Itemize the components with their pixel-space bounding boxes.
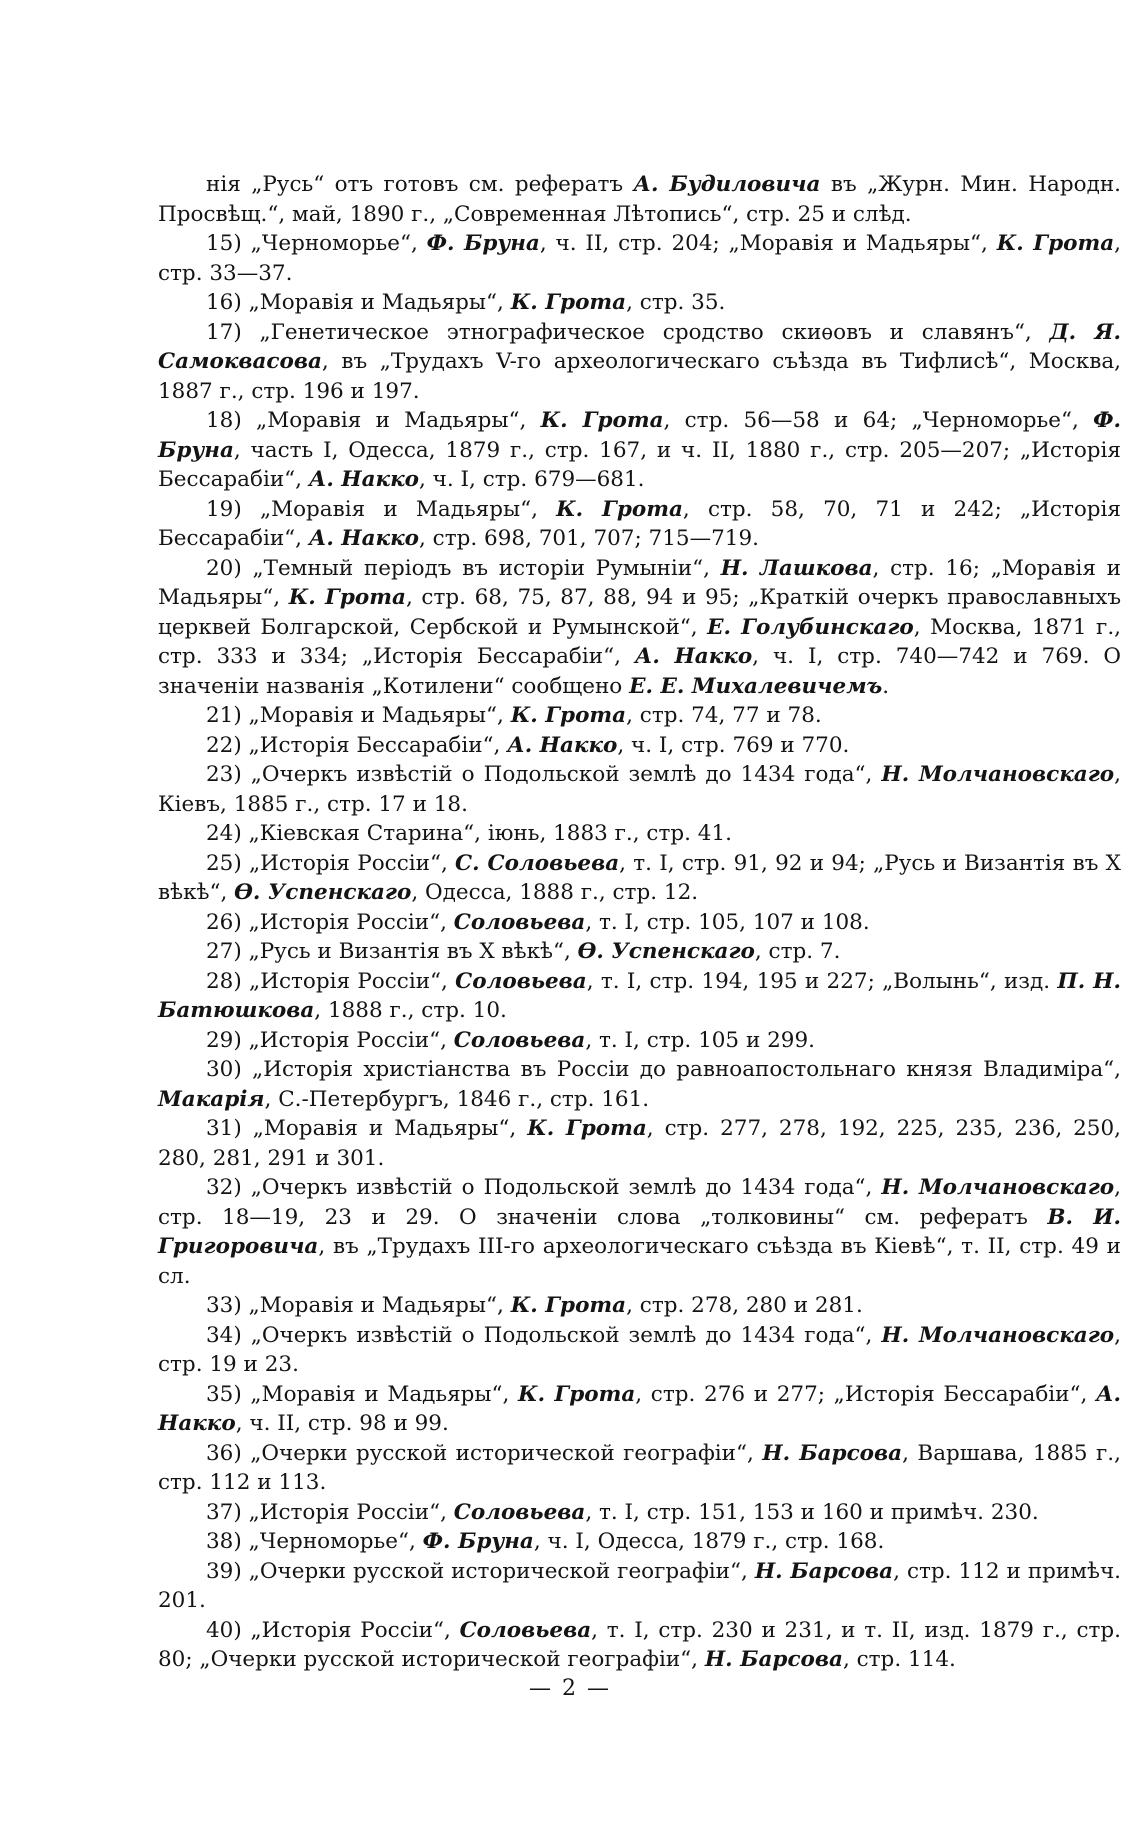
author-name: К. Грота (527, 1116, 647, 1141)
footnote-40 (158, 1616, 1121, 1675)
footnote-22 (158, 731, 1121, 761)
footnote-text: , т. I, стр. 105, 107 и 108. (585, 909, 870, 935)
footnote-text: , т. I, стр. 230 и 231, и т. II, изд. 1879 г., стр. 80; „Очерки русской исторической географіи“, (158, 1617, 1121, 1672)
footnote-text: , стр. 58, 70, 71 и 242; „Исторія Бессарабіи“, (158, 496, 1121, 551)
footnote-17 (158, 318, 1121, 407)
footnote-text: , стр. 74, 77 и 78. (626, 703, 822, 728)
footnote-text: , ч. II, стр. 204; „Моравія и Мадьяры“, (539, 231, 997, 256)
footnote-25 (158, 849, 1121, 908)
footnote-text: , стр. 35. (626, 290, 726, 315)
footnote-text: , т. I, стр. 151, 153 и 160 и примѣч. 230. (585, 1499, 1039, 1525)
footnote-text: , стр. 16; „Моравія и Мадьяры“, (158, 555, 1122, 610)
author-name: Н. Барсова (762, 1440, 903, 1466)
author-name: Н. Молчановскаго (881, 762, 1115, 787)
page-number: — 2 — (529, 1676, 611, 1701)
footnote-text: 35) „Моравія и Мадьяры“, (206, 1381, 519, 1407)
footnote-text: , стр. 7. (754, 939, 841, 964)
footnote-text: , въ „Трудахъ III-го археологическаго съѣзда въ Кіевѣ“, т. II, стр. 49 и сл. (158, 1234, 1121, 1289)
footnote-text: , стр. 698, 701, 707; 715—719. (419, 526, 759, 551)
author-name: Ф. Бруна (158, 408, 1121, 463)
footnote-text: 39) „Очерки русской исторической географіи“, (206, 1558, 755, 1584)
footnote-text: 38) „Черноморье“, (206, 1529, 423, 1554)
footnote-text: 37) „Исторія Россіи“, (206, 1499, 454, 1525)
footnote-text: , ч. I, стр. 740—742 и 769. О значеніи названія „Котилени“ сообщено (158, 644, 1122, 699)
footnote-text: , т. I, стр. 105 и 299. (585, 1027, 815, 1053)
footnote-text: 26) „Исторія Россіи“, (206, 909, 454, 935)
author-name: Е. Е. Михалевичемъ (629, 673, 883, 699)
footnote-text: , т. I, стр. 194, 195 и 227; „Волынь“, изд. (586, 968, 1058, 994)
footnote-text: 19) „Моравія и Мадьяры“, (206, 496, 557, 522)
author-name: А. Накко (308, 467, 419, 492)
footnote-text: . (882, 673, 890, 699)
footnote-24 (158, 819, 1121, 849)
footnote-text: 31) „Моравія и Мадьяры“, (206, 1116, 528, 1141)
footnote-39 (158, 1557, 1121, 1616)
footnote-28 (158, 967, 1121, 1026)
footnote-text: , въ „Трудахъ V-го археологическаго съѣзда въ Тифлисѣ“, Москва, 1887 г., стр. 196 и 197. (158, 349, 1121, 404)
footnote-text: 36) „Очерки русской исторической географіи“, (206, 1440, 763, 1466)
author-name: Соловьева (455, 968, 587, 994)
footnote-31 (158, 1114, 1121, 1173)
footnote-37 (158, 1498, 1121, 1528)
author-name: Н. Молчановскаго (881, 1175, 1115, 1200)
footnote-29 (158, 1026, 1121, 1056)
footnote-text: 32) „Очеркъ извѣстій о Подольской землѣ до 1434 года“, (206, 1175, 882, 1200)
footnote-15 (158, 229, 1121, 288)
author-name: К. Грота (556, 496, 683, 522)
footnote-text: 17) „Генетическое этнографическое сродство скиѳовъ и славянъ“, (206, 319, 1050, 345)
footnote-text: , Одесса, 1888 г., стр. 12. (411, 880, 699, 905)
author-name: Ф. Бруна (422, 1529, 534, 1554)
footnote-text: 33) „Моравія и Мадьяры“, (206, 1293, 511, 1318)
author-name: К. Грота (288, 585, 406, 610)
footnote-text: , стр. 68, 75, 87, 88, 94 и 95; „Краткій очеркъ православныхъ церквей Болгарской, Сербской и Румынской“, (158, 585, 1122, 640)
footnotes-block (158, 170, 1121, 1675)
footnote-35 (158, 1380, 1121, 1439)
footnote-text: , стр. 276 и 277; „Исторія Бессарабіи“, (635, 1381, 1096, 1407)
footnote-continuation (158, 170, 1121, 229)
footnote-21 (158, 701, 1121, 731)
footnote-text: , 1888 г., стр. 10. (314, 998, 507, 1023)
footnote-text: 28) „Исторія Россіи“, (206, 968, 456, 994)
footnote-27 (158, 937, 1121, 967)
author-name: В. И. Григоровича (158, 1204, 1121, 1259)
author-name: Соловьева (453, 1027, 586, 1053)
author-name: С. Соловьева (455, 850, 620, 876)
footnote-38 (158, 1527, 1121, 1557)
author-name: К. Грота (996, 231, 1115, 256)
author-name: А. Накко (308, 526, 419, 551)
footnote-text: , ч. II, стр. 98 и 99. (235, 1411, 449, 1436)
footnote-text: 24) „Кіевская Старина“, іюнь, 1883 г., стр. 41. (206, 821, 732, 846)
footnote-text: 18) „Моравія и Мадьяры“, (206, 408, 541, 433)
footnote-text: 34) „Очеркъ извѣстій о Подольской землѣ до 1434 года“, (206, 1322, 882, 1348)
author-name: А. Будиловича (633, 172, 821, 197)
footnote-text: , стр. 56—58 и 64; „Черноморье“, (663, 408, 1094, 433)
footnote-text: , стр. 114. (842, 1647, 956, 1672)
footnote-18 (158, 406, 1121, 495)
footnote-text: 29) „Исторія Россіи“, (206, 1027, 454, 1053)
footnote-text: , т. I, стр. 91, 92 и 94; „Русь и Византія въ X вѣкѣ“, (158, 850, 1121, 905)
author-name: Н. Барсова (754, 1558, 894, 1584)
footnote-text: 15) „Черноморье“, (206, 231, 427, 256)
author-name: Соловьева (453, 1499, 586, 1525)
footnote-33 (158, 1291, 1121, 1321)
footnote-text: , стр. 19 и 23. (158, 1322, 1121, 1377)
author-name: К. Грота (518, 1381, 636, 1407)
footnote-text: 23) „Очеркъ извѣстій о Подольской землѣ до 1434 года“, (206, 762, 882, 787)
author-name: К. Грота (510, 703, 627, 728)
author-name: Д. Я. Самоквасова (158, 319, 1121, 374)
footnote-text: 27) „Русь и Византія въ X вѣкѣ“, (206, 939, 578, 964)
author-name: Ф. Бруна (426, 231, 540, 256)
footnote-20 (158, 554, 1121, 702)
footnote-text: , Варшава, 1885 г., стр. 112 и 113. (158, 1440, 1121, 1495)
footnote-26 (158, 908, 1121, 938)
footnote-text: 40) „Исторія Россіи“, (206, 1617, 460, 1643)
author-name: А. Накко (634, 644, 753, 669)
author-name: Е. Голубинскаго (707, 614, 914, 640)
footnote-text: , стр. 33—37. (158, 231, 1121, 286)
footnote-text: нія „Русь“ отъ готовъ см. рефератъ (206, 172, 634, 197)
footnote-text: , Кіевъ, 1885 г., стр. 17 и 18. (158, 762, 1121, 817)
author-name: Н. Лашкова (720, 555, 873, 581)
footnote-30 (158, 1055, 1121, 1114)
author-name: А. Накко (158, 1381, 1121, 1436)
footnote-text: 25) „Исторія Россіи“, (206, 850, 456, 876)
author-name: Н. Барсова (704, 1647, 843, 1672)
footnote-text: , ч. I, стр. 769 и 770. (617, 732, 850, 758)
footnote-text: 22) „Исторія Бессарабіи“, (206, 732, 508, 758)
author-name: Н. Молчановскаго (881, 1322, 1115, 1348)
footnote-text: , Москва, 1871 г., стр. 333 и 334; „Исторія Бессарабіи“, (158, 614, 1121, 669)
footnote-text: 21) „Моравія и Мадьяры“, (206, 703, 511, 728)
footnote-text: 20) „Темный періодъ въ исторіи Румыніи“, (206, 555, 721, 581)
author-name: К. Грота (510, 290, 627, 315)
footnote-text: , ч. I, стр. 679—681. (419, 467, 645, 492)
author-name: Ѳ. Успенскаго (234, 880, 412, 905)
footnote-text: , С.-Петербургъ, 1846 г., стр. 161. (264, 1086, 650, 1112)
footnote-text: въ „Журн. Мин. Народн. Просвѣщ.“, май, 1890 г., „Современная Лѣтопись“, стр. 25 и слѣд. (158, 172, 1121, 227)
footnote-text: , стр. 112 и примѣч. 201. (158, 1558, 1122, 1613)
footnote-19 (158, 495, 1121, 554)
footnote-34 (158, 1321, 1121, 1380)
footnote-32 (158, 1173, 1121, 1291)
footnote-text: , стр. 18—19, 23 и 29. О значеніи слова „толковины“ см. рефератъ (158, 1175, 1121, 1230)
author-name: А. Накко (507, 732, 618, 758)
footnote-23 (158, 760, 1121, 819)
footnote-text: , часть I, Одесса, 1879 г., стр. 167, и ч. II, 1880 г., стр. 205—207; „Исторія Бессарабіи“, (158, 437, 1121, 492)
footnote-16 (158, 288, 1121, 318)
author-name: Соловьева (459, 1617, 592, 1643)
footnote-text: , стр. 277, 278, 192, 225, 235, 236, 250, 280, 281, 291 и 301. (158, 1116, 1121, 1171)
footnote-text: , ч. I, Одесса, 1879 г., стр. 168. (533, 1529, 885, 1554)
footnote-text: 16) „Моравія и Мадьяры“, (206, 290, 511, 315)
footnote-text: 30) „Исторія христіанства въ Россіи до равноапостольнаго князя Владиміра“, (206, 1057, 1121, 1082)
author-name: К. Грота (540, 408, 664, 433)
author-name: Макарія (158, 1086, 265, 1112)
author-name: Ѳ. Успенскаго (577, 939, 755, 964)
footnote-text: , стр. 278, 280 и 281. (626, 1293, 863, 1318)
footnote-36 (158, 1439, 1121, 1498)
author-name: П. Н. Батюшкова (158, 968, 1121, 1023)
author-name: Соловьева (453, 909, 586, 935)
author-name: К. Грота (510, 1293, 627, 1318)
